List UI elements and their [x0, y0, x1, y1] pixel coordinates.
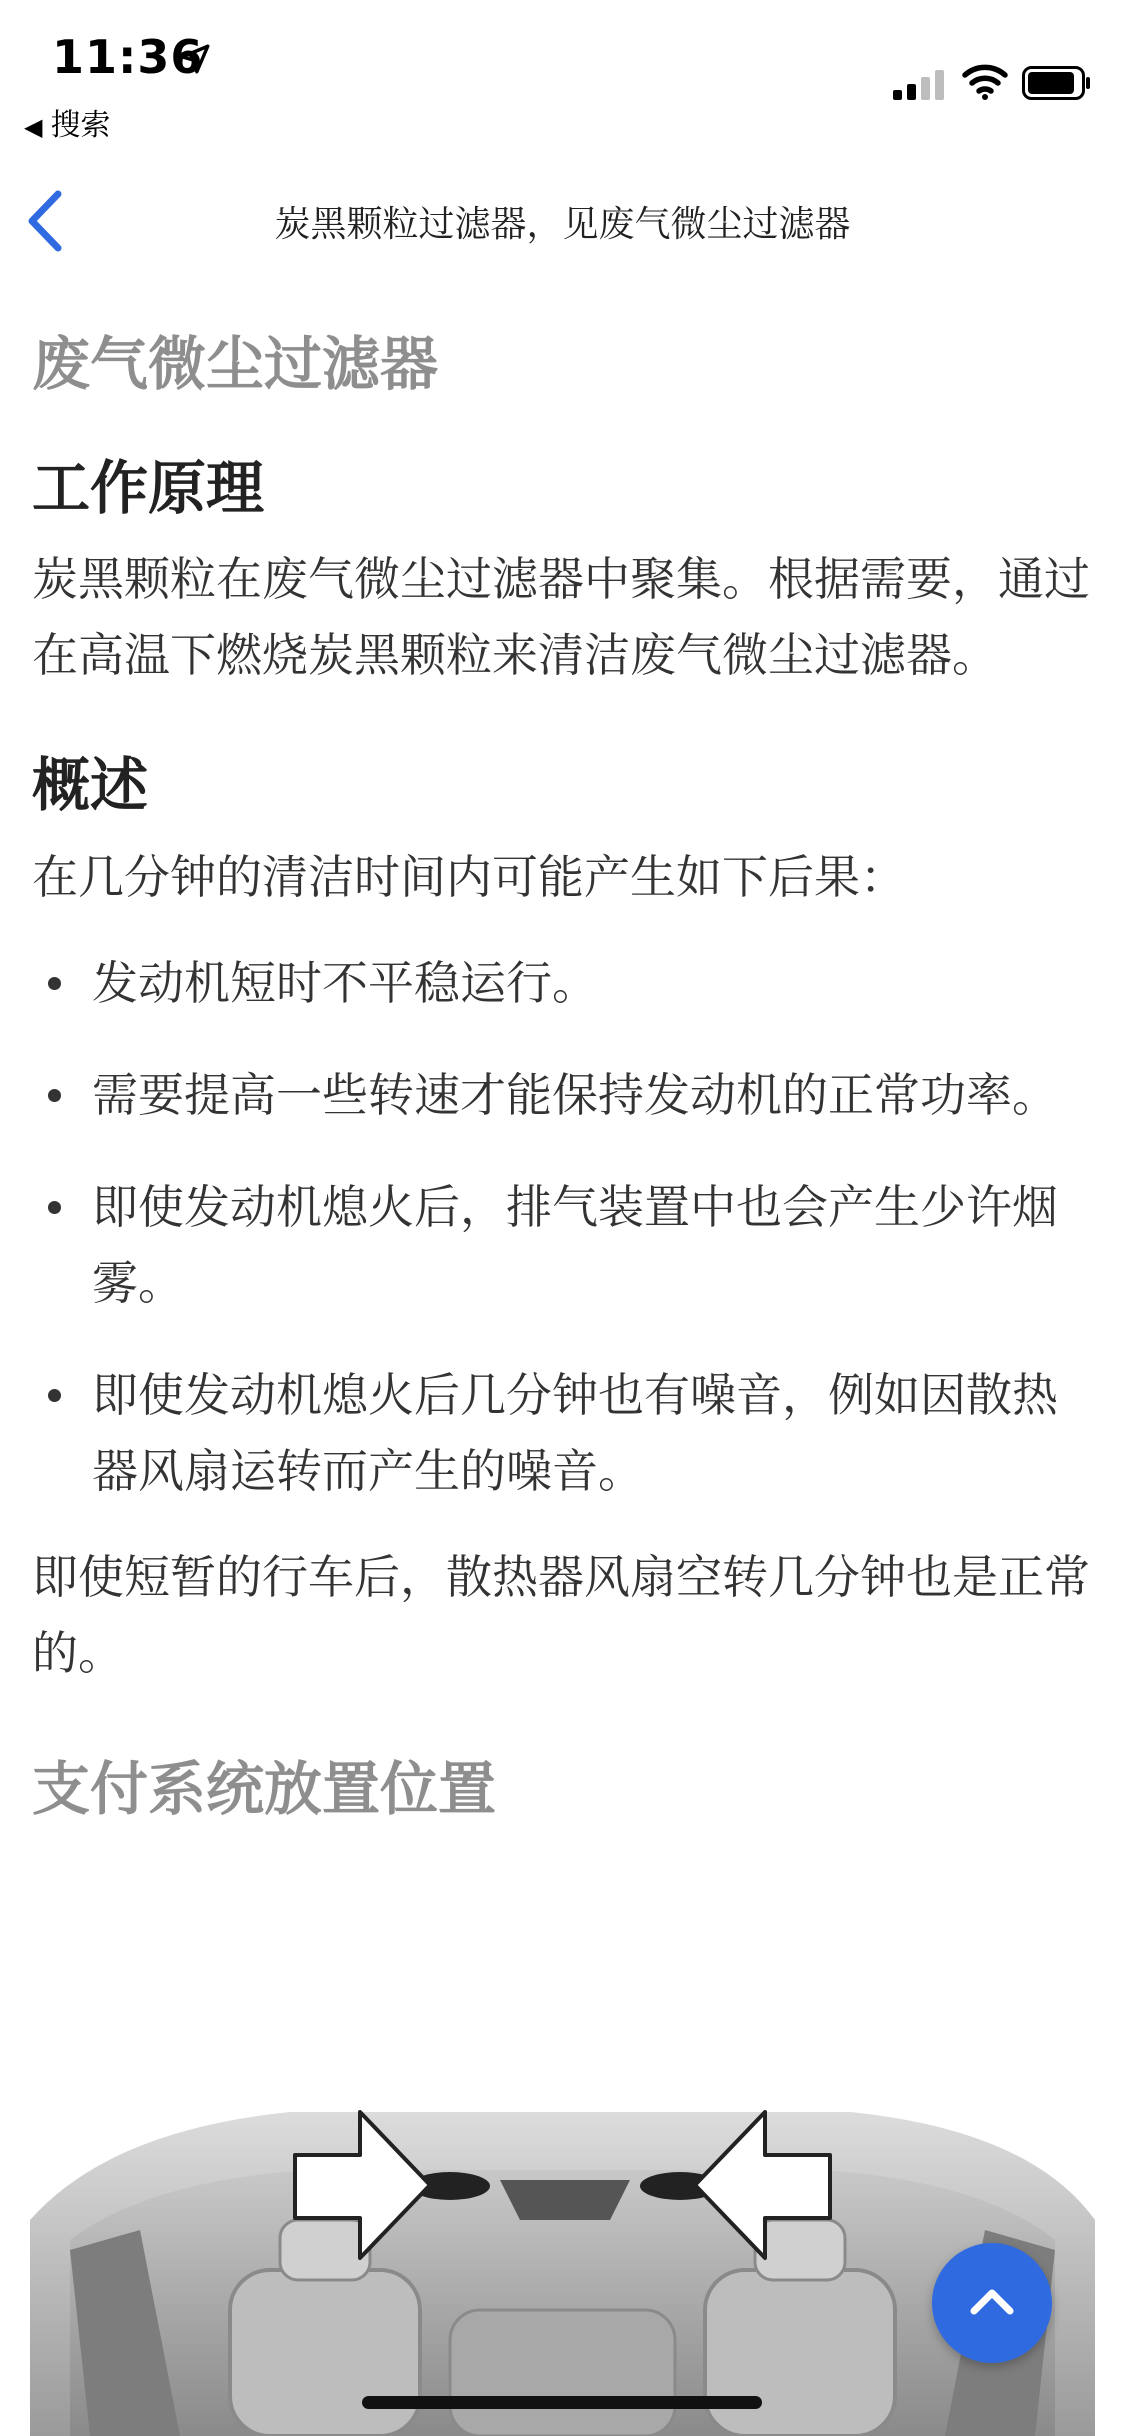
nav-title: 炭黑颗粒过滤器，见废气微尘过滤器 — [274, 204, 851, 245]
scroll-to-top-button[interactable] — [932, 2243, 1052, 2363]
list-item: 即使发动机熄火后几分钟也有噪音，例如因散热器风扇运转而产生的噪音。 — [32, 1357, 1092, 1509]
cellular-signal-icon — [893, 70, 945, 100]
back-to-app-link[interactable] — [24, 100, 110, 144]
status-time: 11:36 — [52, 30, 204, 84]
working-principle-heading: 工作原理 — [32, 453, 265, 522]
article-content — [32, 310, 1092, 1824]
overview-intro: 在几分钟的清洁时间内可能产生如下后果： — [32, 849, 906, 904]
consequence-list — [32, 945, 1092, 1509]
list-item: 即使发动机熄火后，排气装置中也会产生少许烟雾。 — [32, 1169, 1092, 1321]
chevron-up-icon — [932, 2243, 1052, 2363]
section-title-2: 支付系统放置位置 — [32, 1754, 497, 1823]
overview-heading: 概述 — [32, 751, 149, 820]
home-indicator[interactable] — [362, 2396, 762, 2409]
closing-text: 即使短暂的行车后，散热器风扇空转几分钟也是正常的。 — [32, 1549, 1090, 1680]
working-principle-text: 炭黑颗粒在废气微尘过滤器中聚集。根据需要，通过在高温下燃烧炭黑颗粒来清洁废气微尘过滤器。 — [32, 552, 1090, 683]
status-bar — [0, 0, 1125, 143]
navigation-bar — [0, 170, 1125, 270]
wifi-icon — [962, 62, 1008, 100]
list-item: 发动机短时不平稳运行。 — [32, 945, 1092, 1021]
back-triangle-icon: ◀ — [24, 113, 43, 141]
battery-icon — [1022, 66, 1092, 100]
location-arrow-icon — [178, 42, 212, 76]
section-title: 废气微尘过滤器 — [32, 330, 439, 398]
back-to-app-label: 搜索 — [50, 108, 111, 143]
list-item: 需要提高一些转速才能保持发动机的正常功率。 — [32, 1057, 1092, 1133]
